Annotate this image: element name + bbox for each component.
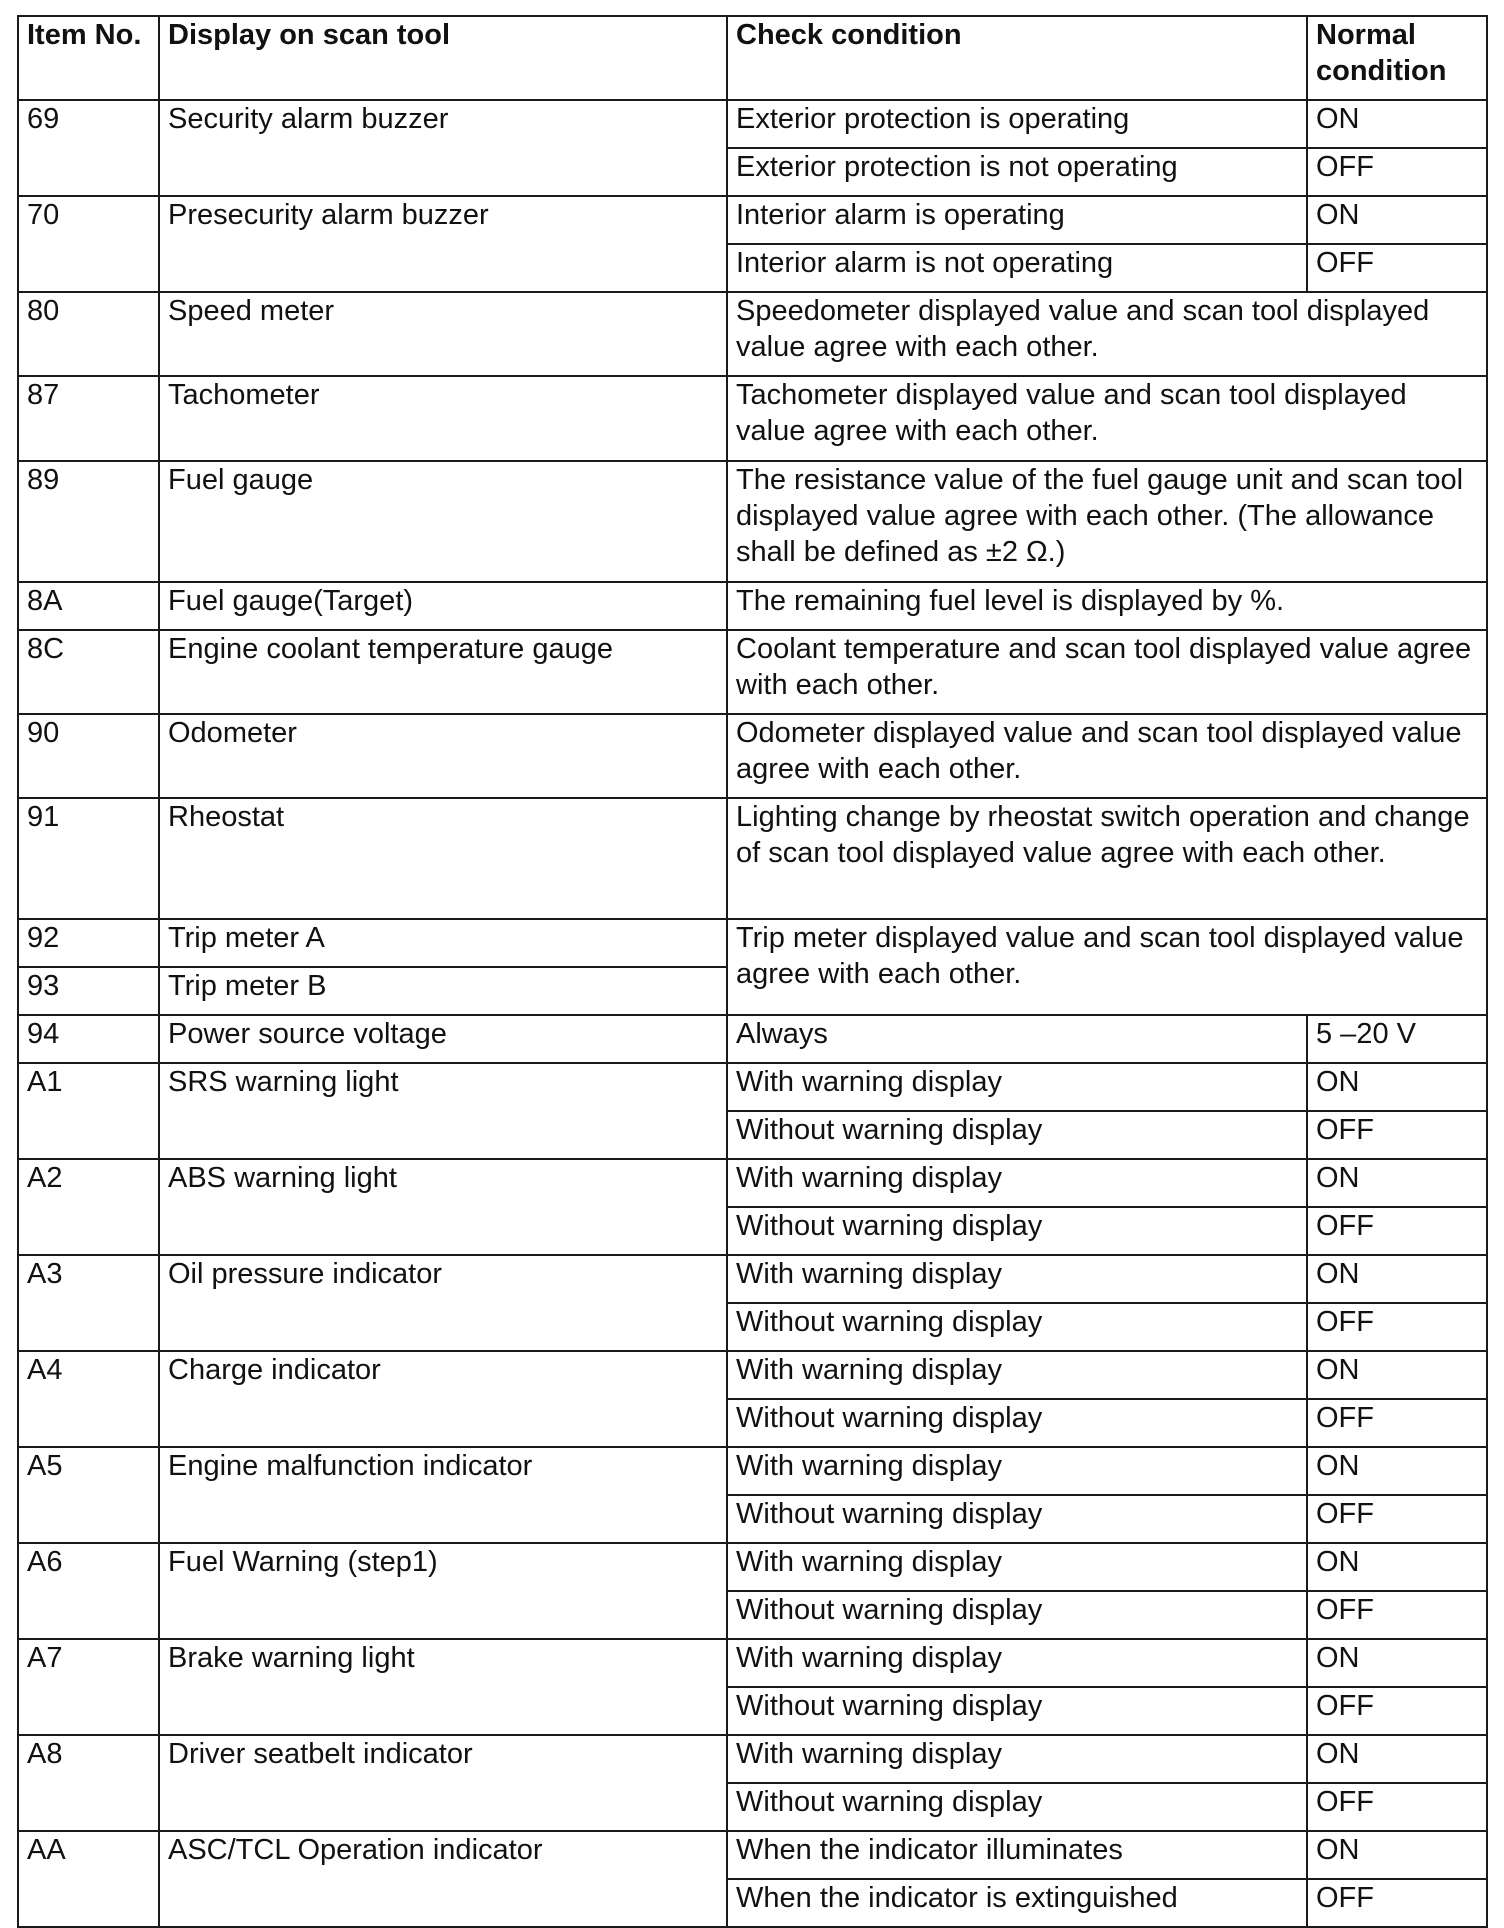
check-condition-cell: Coolant temperature and scan tool displayed value agree with each other. [727, 630, 1487, 714]
check-condition-cell: With warning display [727, 1063, 1307, 1111]
normal-condition-cell: OFF [1307, 1687, 1487, 1735]
check-condition-cell: Always [727, 1015, 1307, 1063]
check-condition-cell: Without warning display [727, 1303, 1307, 1351]
check-condition-cell: Interior alarm is not operating [727, 244, 1307, 292]
table-row [18, 292, 1487, 376]
display-cell: Charge indicator [159, 1351, 727, 1447]
table-row [18, 461, 1487, 582]
display-cell: Tachometer [159, 376, 727, 461]
display-cell: Fuel Warning (step1) [159, 1543, 727, 1639]
check-condition-cell: Exterior protection is not operating [727, 148, 1307, 196]
check-condition-cell: With warning display [727, 1255, 1307, 1303]
check-condition-cell: With warning display [727, 1351, 1307, 1399]
display-cell: Fuel gauge [159, 461, 727, 582]
normal-condition-cell: OFF [1307, 148, 1487, 196]
normal-condition-cell: ON [1307, 1543, 1487, 1591]
check-condition-cell: Without warning display [727, 1399, 1307, 1447]
display-cell: Power source voltage [159, 1015, 727, 1063]
check-condition-cell: The remaining fuel level is displayed by %. [727, 582, 1487, 630]
display-cell: Fuel gauge(Target) [159, 582, 727, 630]
item-no-cell: AA [18, 1831, 159, 1927]
table-row [18, 196, 1487, 244]
normal-condition-cell: OFF [1307, 1111, 1487, 1159]
normal-condition-cell: ON [1307, 1735, 1487, 1783]
item-no-cell: 8A [18, 582, 159, 630]
display-cell: Odometer [159, 714, 727, 798]
table-row [18, 714, 1487, 798]
check-condition-cell: Without warning display [727, 1207, 1307, 1255]
display-cell: ASC/TCL Operation indicator [159, 1831, 727, 1927]
column-header-item-no: Item No. [18, 16, 159, 100]
normal-condition-cell: ON [1307, 196, 1487, 244]
display-cell: Trip meter A [159, 919, 727, 967]
table-row [18, 1063, 1487, 1111]
check-condition-cell: Lighting change by rheostat switch operation and change of scan tool displayed value agree with each other. [727, 798, 1487, 919]
check-condition-cell: Without warning display [727, 1495, 1307, 1543]
check-condition-cell: With warning display [727, 1735, 1307, 1783]
display-cell: Oil pressure indicator [159, 1255, 727, 1351]
item-no-cell: 92 [18, 919, 159, 967]
normal-condition-cell: OFF [1307, 1495, 1487, 1543]
check-condition-cell: Without warning display [727, 1687, 1307, 1735]
item-no-cell: 8C [18, 630, 159, 714]
item-no-cell: 70 [18, 196, 159, 292]
item-no-cell: 69 [18, 100, 159, 196]
normal-condition-cell: ON [1307, 1159, 1487, 1207]
item-no-cell: A3 [18, 1255, 159, 1351]
normal-condition-cell: OFF [1307, 1591, 1487, 1639]
check-condition-cell: With warning display [727, 1159, 1307, 1207]
check-condition-cell: Speedometer displayed value and scan tool displayed value agree with each other. [727, 292, 1487, 376]
item-no-cell: A7 [18, 1639, 159, 1735]
normal-condition-cell: ON [1307, 1063, 1487, 1111]
check-condition-cell: With warning display [727, 1447, 1307, 1495]
table-row [18, 919, 1487, 967]
table-row [18, 1543, 1487, 1591]
table-row [18, 1255, 1487, 1303]
display-cell: Brake warning light [159, 1639, 727, 1735]
table-row [18, 1159, 1487, 1207]
scan-tool-data-table-sheet [17, 15, 1488, 1928]
item-no-cell: 90 [18, 714, 159, 798]
display-cell: Engine malfunction indicator [159, 1447, 727, 1543]
item-no-cell: A4 [18, 1351, 159, 1447]
normal-condition-cell: OFF [1307, 1207, 1487, 1255]
check-condition-cell: Odometer displayed value and scan tool displayed value agree with each other. [727, 714, 1487, 798]
normal-condition-cell: OFF [1307, 1399, 1487, 1447]
table-row [18, 1015, 1487, 1063]
item-no-cell: A2 [18, 1159, 159, 1255]
column-header-check-condition: Check condition [727, 16, 1307, 100]
normal-condition-cell: ON [1307, 100, 1487, 148]
item-no-cell: 87 [18, 376, 159, 461]
table-row [18, 1639, 1487, 1687]
normal-condition-cell: ON [1307, 1831, 1487, 1879]
display-cell: SRS warning light [159, 1063, 727, 1159]
item-no-cell: 94 [18, 1015, 159, 1063]
check-condition-cell: Without warning display [727, 1111, 1307, 1159]
table-row [18, 582, 1487, 630]
normal-condition-cell: OFF [1307, 1783, 1487, 1831]
check-condition-cell: When the indicator illuminates [727, 1831, 1307, 1879]
check-condition-cell: Trip meter displayed value and scan tool displayed value agree with each other. [727, 919, 1487, 1015]
item-no-cell: A6 [18, 1543, 159, 1639]
item-no-cell: 91 [18, 798, 159, 919]
normal-condition-cell: ON [1307, 1351, 1487, 1399]
check-condition-cell: When the indicator is extinguished [727, 1879, 1307, 1927]
normal-condition-cell: OFF [1307, 1879, 1487, 1927]
display-cell: Engine coolant temperature gauge [159, 630, 727, 714]
item-no-cell: 89 [18, 461, 159, 582]
display-cell: Presecurity alarm buzzer [159, 196, 727, 292]
check-condition-cell: Tachometer displayed value and scan tool displayed value agree with each other. [727, 376, 1487, 461]
display-cell: Speed meter [159, 292, 727, 376]
table-header-row [18, 16, 1487, 100]
item-no-cell: 80 [18, 292, 159, 376]
item-no-cell: 93 [18, 967, 159, 1015]
normal-condition-cell: ON [1307, 1447, 1487, 1495]
normal-condition-cell: ON [1307, 1255, 1487, 1303]
table-row [18, 1831, 1487, 1879]
check-condition-cell: Interior alarm is operating [727, 196, 1307, 244]
check-condition-cell: The resistance value of the fuel gauge unit and scan tool displayed value agree with each other. (The allowance shall be defined as ±2 Ω.) [727, 461, 1487, 582]
display-cell: Driver seatbelt indicator [159, 1735, 727, 1831]
table-row [18, 798, 1487, 919]
normal-condition-cell: OFF [1307, 244, 1487, 292]
table-row [18, 630, 1487, 714]
table-row [18, 1351, 1487, 1399]
table-row [18, 376, 1487, 461]
normal-condition-cell: 5 –20 V [1307, 1015, 1487, 1063]
scan-tool-data-table [17, 15, 1488, 1928]
check-condition-cell: With warning display [727, 1639, 1307, 1687]
check-condition-cell: Without warning display [727, 1591, 1307, 1639]
table-row [18, 1447, 1487, 1495]
normal-condition-cell: ON [1307, 1639, 1487, 1687]
display-cell: Rheostat [159, 798, 727, 919]
display-cell: Trip meter B [159, 967, 727, 1015]
normal-condition-cell: OFF [1307, 1303, 1487, 1351]
display-cell: ABS warning light [159, 1159, 727, 1255]
display-cell: Security alarm buzzer [159, 100, 727, 196]
item-no-cell: A8 [18, 1735, 159, 1831]
column-header-display: Display on scan tool [159, 16, 727, 100]
item-no-cell: A1 [18, 1063, 159, 1159]
item-no-cell: A5 [18, 1447, 159, 1543]
table-row [18, 1735, 1487, 1783]
check-condition-cell: With warning display [727, 1543, 1307, 1591]
check-condition-cell: Exterior protection is operating [727, 100, 1307, 148]
check-condition-cell: Without warning display [727, 1783, 1307, 1831]
table-row [18, 100, 1487, 148]
column-header-normal-condition: Normal condition [1307, 16, 1487, 100]
